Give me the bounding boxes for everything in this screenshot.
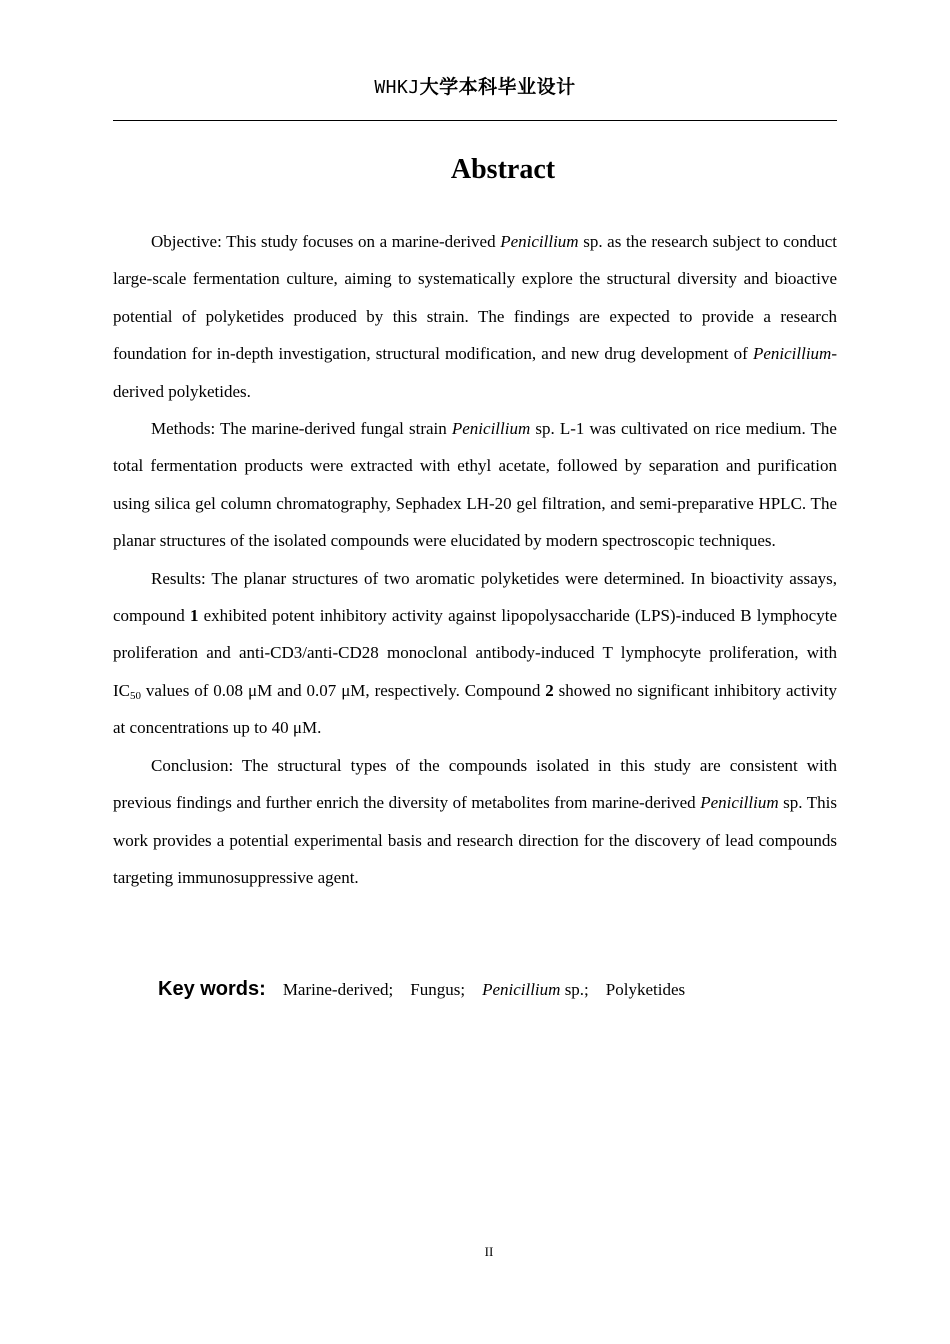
results-text-4: showed no significant inhibitory activity at concentrations up to 40 μM. [113, 680, 837, 738]
objective-text-1: Objective: This study focuses on a marine-derived [151, 232, 501, 251]
abstract-body [113, 223, 837, 896]
compound-1-label: 1 [189, 606, 199, 626]
page-number: II [484, 1244, 494, 1259]
results-paragraph [113, 560, 837, 747]
header-rule [113, 120, 837, 121]
keyword-3-suffix: sp.; [560, 980, 589, 999]
keyword-3-genus: Penicillium [482, 980, 561, 999]
conclusion-text-2: sp. This work provides a potential experimental basis and research direction for the discovery of lead compounds targeting immunosuppressive agent. [113, 793, 837, 887]
header-cjk-text: 大学本科毕业设计 [419, 76, 576, 98]
conclusion-text-1: Conclusion: The structural types of the compounds isolated in this study are consistent with previous findings and further enrich the diversity of metabolites from marine-derived [113, 755, 837, 813]
objective-paragraph [113, 223, 837, 410]
keyword-4: Polyketides [605, 980, 686, 999]
keyword-2: Fungus; [410, 980, 466, 999]
methods-text-1: Methods: The marine-derived fungal strain [151, 419, 452, 439]
page-title: Abstract [450, 154, 556, 185]
methods-genus: Penicillium [451, 419, 531, 439]
results-text-3: values of 0.08 μM and 0.07 μM, respectively. Compound [141, 680, 546, 700]
results-text-1: Results: The planar structures of two aromatic polyketides were determined. In bioactivity assays, compound [113, 568, 837, 626]
methods-paragraph [113, 410, 837, 560]
ic50-subscript: 50 [130, 689, 141, 702]
running-header [113, 72, 837, 99]
conclusion-paragraph [113, 747, 837, 897]
objective-genus-1: Penicillium [500, 232, 579, 251]
conclusion-genus: Penicillium [700, 793, 779, 813]
objective-genus-2: Penicillium [752, 344, 832, 364]
keywords-label: Key words: [158, 978, 266, 1000]
keywords-line [158, 978, 838, 1001]
objective-text-3: -derived polyketides. [113, 344, 837, 401]
header-latin-text: WHKJ [374, 77, 420, 98]
compound-2-label: 2 [545, 680, 554, 700]
keyword-3 [482, 980, 589, 999]
results-text-2: exhibited potent inhibitory activity against lipopolysaccharide (LPS)-induced B lymphocyte proliferation and anti-CD3/anti-CD28 monoclonal antibody-induced T lymphocyte proliferation, with IC [113, 606, 837, 700]
objective-text-2: sp. as the research subject to conduct large-scale fermentation culture, aiming to systematically explore the structural diversity and bioactive potential of polyketides produced by this strain. The findings are expected to provide a research foundation for in-depth investigation, structural modification, and new drug development of [113, 232, 837, 364]
keyword-1: Marine-derived; [282, 980, 394, 999]
methods-text-2: sp. L-1 was cultivated on rice medium. The total fermentation products were extracted with ethyl acetate, followed by separation and purification using silica gel column chromatography, Sephadex LH-20 gel filtration, and semi-preparative HPLC. The planar structures of the isolated compounds were elucidated by modern spectroscopic techniques. [113, 419, 837, 551]
